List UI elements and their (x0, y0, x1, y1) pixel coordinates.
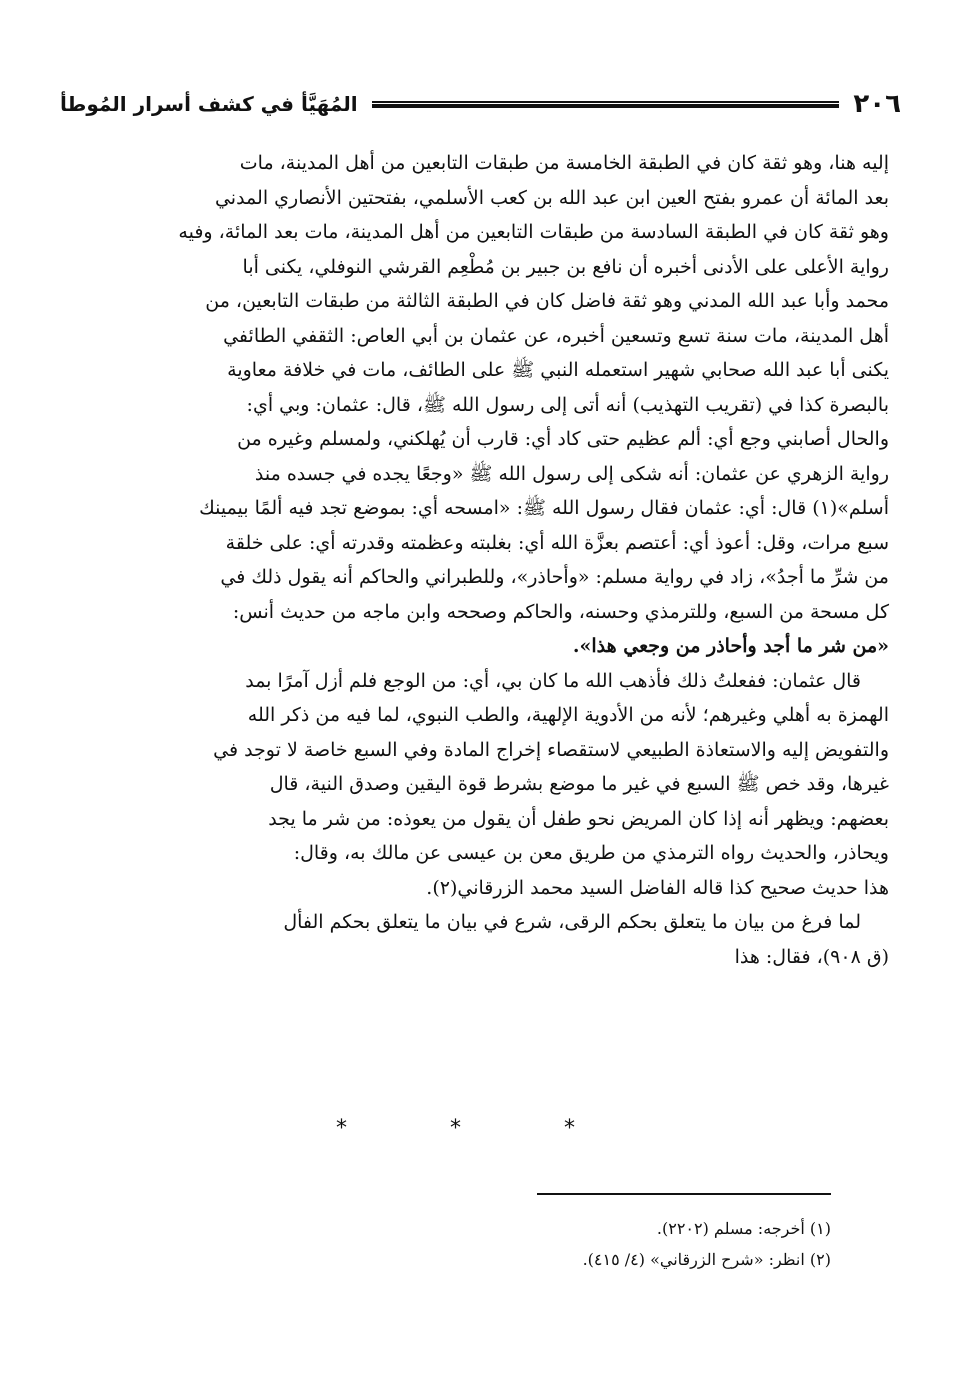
paragraph-1 (75, 146, 889, 664)
text-line: محمد وأبا عبد الله المدني وهو ثقة فاضل كان في الطبقة الثالثة من طبقات التابعين، من (205, 290, 889, 312)
section-separator: * * * (336, 1116, 623, 1141)
page-number: ٢٠٦ (853, 89, 901, 119)
text-line: غيرها، وقد خص ﷺ السبع في غير ما موضع بشرط قوة اليقين وصدق النية، قال (269, 773, 889, 795)
paragraph-3 (75, 905, 889, 974)
text-line: وهو ثقة كان في الطبقة السادسة من طبقات التابعين من أهل المدينة، مات بعد المائة، وفيه (178, 221, 889, 243)
text-line: من شرِّ ما أجدُ»، زاد في رواية مسلم: «وأحاذر»، وللطبراني والحاكم أنه يقول ذلك في (220, 566, 889, 588)
text-line: سبع مرات، وقل: أعوذ أي: أعتصم بعزَّة الله أي: بغلبته وعظمته وقدرته أي: على خلقة (225, 531, 889, 554)
text-line: قال عثمان: ففعلتُ ذلك فأذهب الله ما كان بي، أي: من الوجع فلم أزل آمرًا بمد (245, 669, 861, 692)
page-header (60, 84, 901, 124)
footnotes (80, 1213, 831, 1275)
text-line: يكنى أبا عبد الله صحابي شهير استعمله النبي ﷺ على الطائف، مات في خلافة معاوية (227, 359, 889, 381)
book-title: المُهَيَّأ في كشف أسرار المُوطأ (60, 92, 358, 116)
body-text (75, 146, 889, 974)
text-line: بعضهم: ويظهر أنه إذا كان المريض نحو طفل أن يقول من يعوذه: من شر ما يجد (268, 807, 889, 830)
hadith-quote-line: «من شر ما أجد وأحاذر من وجعي هذا». (572, 635, 889, 657)
text-line: رواية الزهري عن عثمان: أنه شكى إلى رسول الله ﷺ «وجعًا يجده في جسده منذ (254, 462, 889, 485)
footnote-rule (537, 1193, 831, 1195)
text-line: الهمزة به أهلي وغيرهم؛ لأنه من الأدوية الإلهية، والطب النبوي، لما فيه من ذكر الله (247, 704, 889, 726)
text-line: رواية الأعلى على الأدنى أخبره أن نافع بن جبير بن مُطْعِم القرشي النوفلي، يكنى أبا (242, 255, 889, 278)
text-line: (ق ٩٠٨)، فقال: هذا (734, 945, 889, 968)
text-line: لما فرغ من بيان ما يتعلق بحكم الرقى، شرع في بيان ما يتعلق بحكم الفأل (283, 911, 861, 933)
text-line: ويحاذر، والحديث رواه الترمذي من طريق معن بن عيسى عن مالك به، وقال: (293, 842, 889, 864)
text-line: بعد المائة أن عمرو بفتح العين ابن عبد الله بن كعب الأسلمي، بفتحتين الأنصاري المدني (214, 186, 889, 209)
text-line: والتفويض إليه والاستعاذة الطبيعي لاستقصاء إخراج المادة وفي السبع خاصة لا توجد في (213, 738, 889, 761)
text-line: كل مسحة من السبع، وللترمذي وحسنه، والحاكم وصححه وابن ماجه من حديث أنس: (232, 600, 889, 623)
text-line: بالبصرة كذا في (تقريب التهذيب) أنه أتى إلى رسول الله ﷺ، قال: عثمان: وبي أي: (246, 393, 889, 416)
footnote-1: (١) أخرجه: مسلم (٢٢٠٢). (656, 1219, 831, 1238)
text-line: أسلم»(١) قال: أي: عثمان فقال رسول الله ﷺ: «امسحه أي: بموضع تجد فيه ألمًا بيمينك (199, 497, 889, 519)
paragraph-2 (75, 664, 889, 906)
header-rule (372, 101, 840, 108)
footnote-2: (٢) انظر: «شرح الزرقاني» (٤/ ٤١٥). (582, 1250, 831, 1269)
text-line: إليه هنا، وهو ثقة كان في الطبقة الخامسة من طبقات التابعين من أهل المدينة، مات (239, 152, 889, 174)
text-line: والحال أصابني وجع أي: ألم عظيم حتى كاد أي: قارب أن يُهلكني، ولمسلم وغيره من (237, 428, 889, 450)
text-line: هذا حديث صحيح كذا قاله الفاضل السيد محمد الزرقاني(٢). (426, 876, 889, 899)
text-line: أهل المدينة، مات سنة تسع وتسعين أخبره، عن عثمان بن أبي العاص: الثقفي الطائفي (223, 324, 889, 347)
